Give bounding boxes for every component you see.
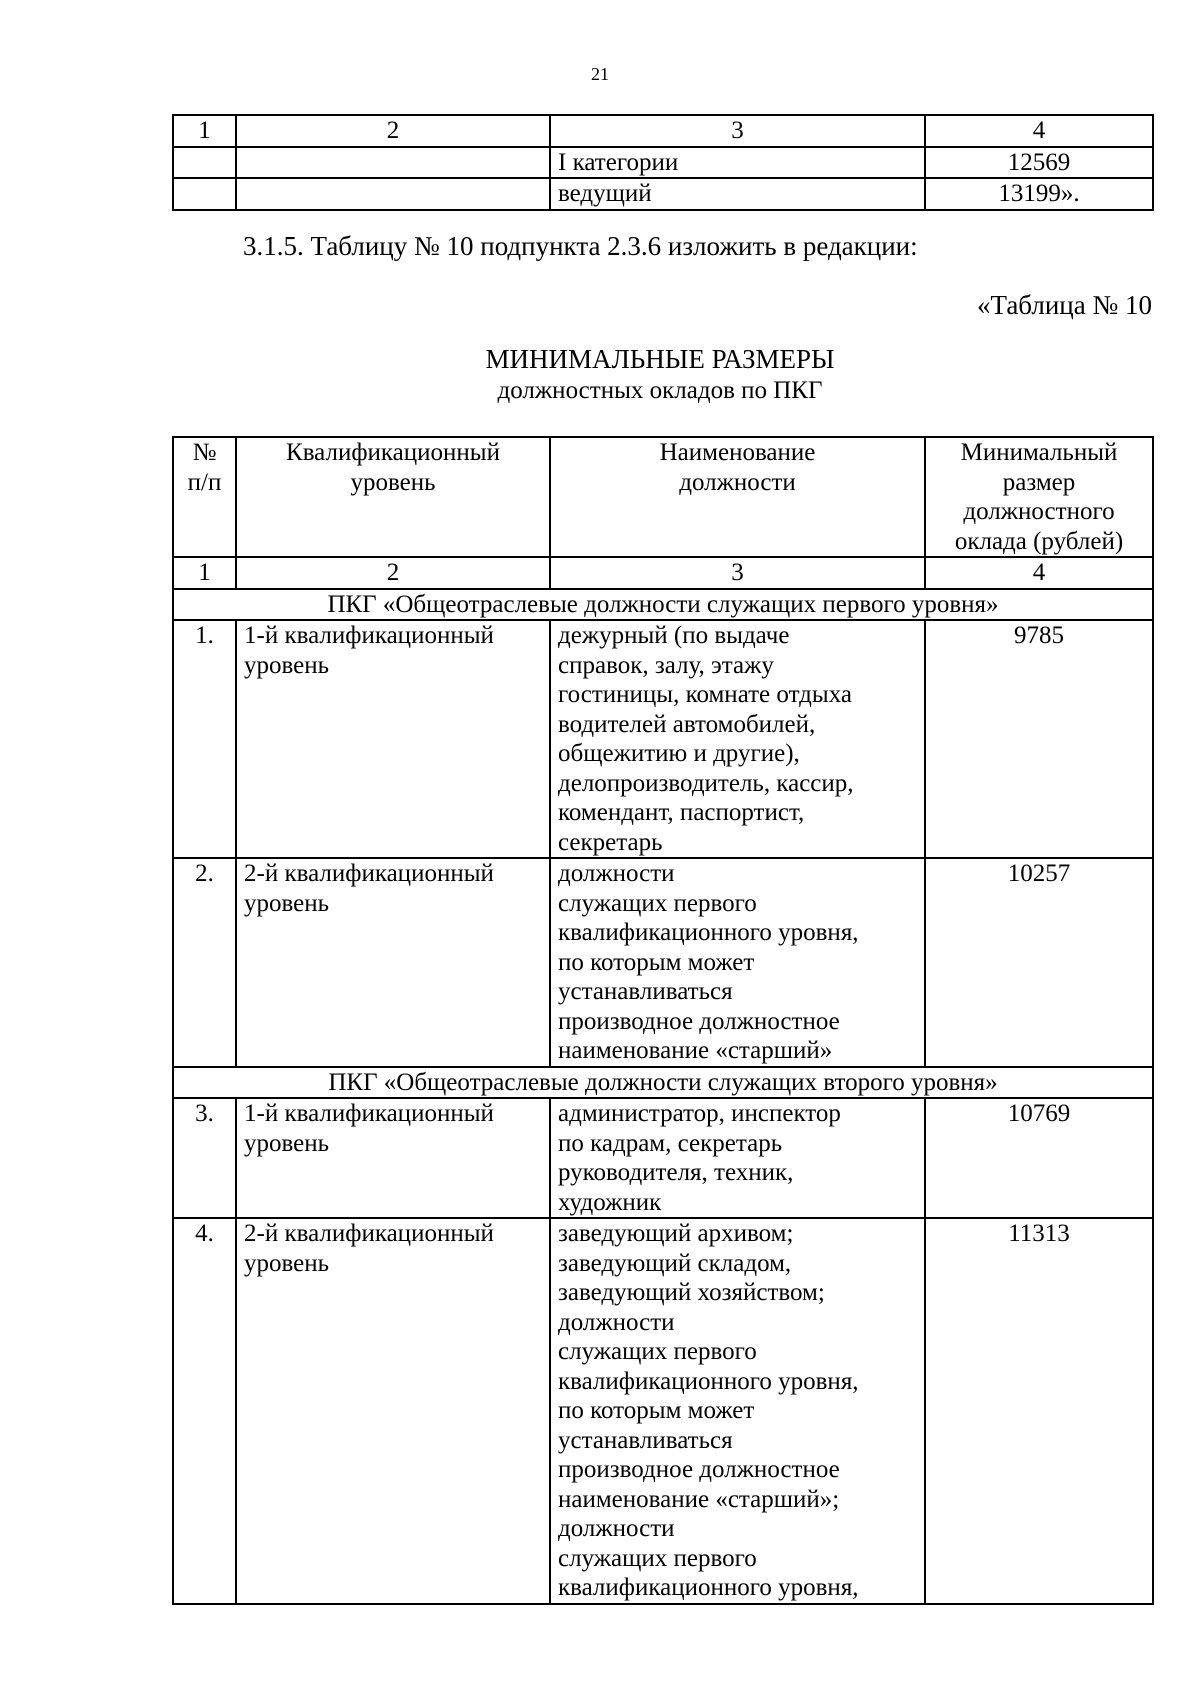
cell-line: уровень (244, 1129, 330, 1157)
table-cell (236, 147, 550, 179)
position-names (550, 620, 925, 858)
cell-line: по которым может (558, 1397, 755, 1424)
cell-line: по кадрам, секретарь (558, 1129, 783, 1157)
cell-line: заведующий хозяйством; (558, 1279, 825, 1306)
cell-line: водителей автомобилей, (558, 710, 816, 738)
cell-line: квалификационного уровня, (558, 1574, 859, 1601)
salary-value: 9785 (925, 620, 1153, 858)
salary-value: 10257 (925, 858, 1153, 1067)
qualification-level (236, 858, 550, 1067)
cell-line: должности (558, 860, 675, 887)
header-line: размер (1002, 468, 1076, 496)
cell-line: служащих первого (558, 889, 757, 917)
header-line: Квалификационный (286, 439, 500, 466)
continued-table (172, 114, 1154, 211)
position-names (550, 858, 925, 1067)
header-position (550, 437, 925, 557)
cell-line: должности (558, 1308, 675, 1336)
cell-line: устанавливаться (558, 978, 733, 1005)
header-line: должности (679, 468, 796, 496)
cell-line: должности (558, 1515, 675, 1542)
group-row (173, 589, 1153, 621)
heading-subtitle: должностных окладов по ПКГ (497, 377, 823, 404)
cell-line: секретарь (558, 828, 663, 856)
table-row (173, 858, 1153, 1067)
row-number: 2. (173, 858, 236, 1067)
table-header-cell: 1 (173, 115, 236, 147)
header-number (173, 437, 236, 557)
row-number: 3. (173, 1098, 236, 1218)
salary-table (172, 436, 1154, 1605)
table-cell (173, 178, 236, 210)
cell-line: 1-й квалификационный (244, 1100, 494, 1127)
header-line: п/п (187, 468, 222, 496)
header-line: оклада (рублей) (954, 527, 1124, 555)
group-heading-second-level: ПКГ «Общеотраслевые должности служащих второго уровня» (173, 1067, 1153, 1099)
table-header-cell: 3 (550, 115, 925, 147)
qualification-level (236, 620, 550, 858)
group-row (173, 1067, 1153, 1099)
table-cell: I категории (550, 147, 925, 179)
header-line: должностного (963, 498, 1115, 525)
table-row (173, 147, 1153, 179)
table-row (173, 1098, 1153, 1218)
heading-title: МИНИМАЛЬНЫЕ РАЗМЕРЫ (485, 344, 835, 374)
cell-line: 2-й квалификационный (244, 860, 494, 887)
row-number: 1. (173, 620, 236, 858)
table-heading (0, 344, 1200, 406)
cell-line: руководителя, техник, (558, 1159, 794, 1186)
cell-line: наименование «старший»; (558, 1485, 840, 1513)
cell-line: 1-й квалификационный (244, 622, 494, 649)
table-header-row (173, 437, 1153, 557)
cell-line: служащих первого (558, 1338, 757, 1365)
cell-line: по которым может (558, 948, 755, 976)
header-salary (925, 437, 1153, 557)
cell-line: администратор, инспектор (558, 1100, 841, 1127)
cell-line: производное должностное (558, 1007, 840, 1035)
cell-line: дежурный (по выдаче (558, 622, 790, 649)
header-line: уровень (350, 468, 436, 496)
table-row (173, 178, 1153, 210)
cell-line: общежитию и другие), (558, 740, 800, 767)
column-number-row (173, 557, 1153, 589)
table-label: «Таблица № 10 (977, 290, 1152, 320)
header-level (236, 437, 550, 557)
cell-line: уровень (244, 1249, 330, 1277)
column-number: 1 (173, 557, 236, 589)
page-number: 21 (591, 64, 609, 84)
position-names (550, 1098, 925, 1218)
cell-line: устанавливаться (558, 1426, 733, 1454)
cell-line: заведующий архивом; (558, 1220, 794, 1247)
column-number: 3 (550, 557, 925, 589)
cell-line: уровень (244, 651, 330, 679)
salary-value: 10769 (925, 1098, 1153, 1218)
cell-line: уровень (244, 889, 330, 917)
cell-line: справок, залу, этажу (558, 651, 774, 679)
row-number: 4. (173, 1218, 236, 1604)
header-line: № (192, 439, 217, 466)
cell-line: 2-й квалификационный (244, 1220, 494, 1247)
salary-value: 11313 (925, 1218, 1153, 1604)
cell-line: наименование «старший» (558, 1037, 833, 1064)
table-header-cell: 2 (236, 115, 550, 147)
cell-line: художник (558, 1188, 662, 1216)
header-line: Минимальный (960, 439, 1118, 466)
table-header-cell: 4 (925, 115, 1153, 147)
qualification-level (236, 1218, 550, 1604)
amendment-paragraph: 3.1.5. Таблицу № 10 подпункта 2.3.6 изложить в редакции: (243, 231, 918, 261)
table-row (173, 1218, 1153, 1604)
group-heading-first-level: ПКГ «Общеотраслевые должности служащих первого уровня» (173, 589, 1153, 621)
table-cell (173, 147, 236, 179)
cell-line: квалификационного уровня, (558, 919, 859, 946)
cell-line: делопроизводитель, кассир, (558, 769, 854, 797)
table-cell: 12569 (925, 147, 1153, 179)
table-header-row (173, 115, 1153, 147)
column-number: 4 (925, 557, 1153, 589)
qualification-level (236, 1098, 550, 1218)
table-cell: ведущий (550, 178, 925, 210)
cell-line: гостиницы, комнате отдыха (558, 681, 852, 708)
header-line: Наименование (659, 439, 816, 466)
table-cell: 13199». (925, 178, 1153, 210)
cell-line: заведующий складом, (558, 1249, 792, 1277)
cell-line: квалификационного уровня, (558, 1367, 859, 1395)
column-number: 2 (236, 557, 550, 589)
cell-line: комендант, паспортист, (558, 799, 805, 826)
cell-line: производное должностное (558, 1456, 840, 1483)
cell-line: служащих первого (558, 1544, 757, 1572)
table-row (173, 620, 1153, 858)
table-cell (236, 178, 550, 210)
position-names (550, 1218, 925, 1604)
